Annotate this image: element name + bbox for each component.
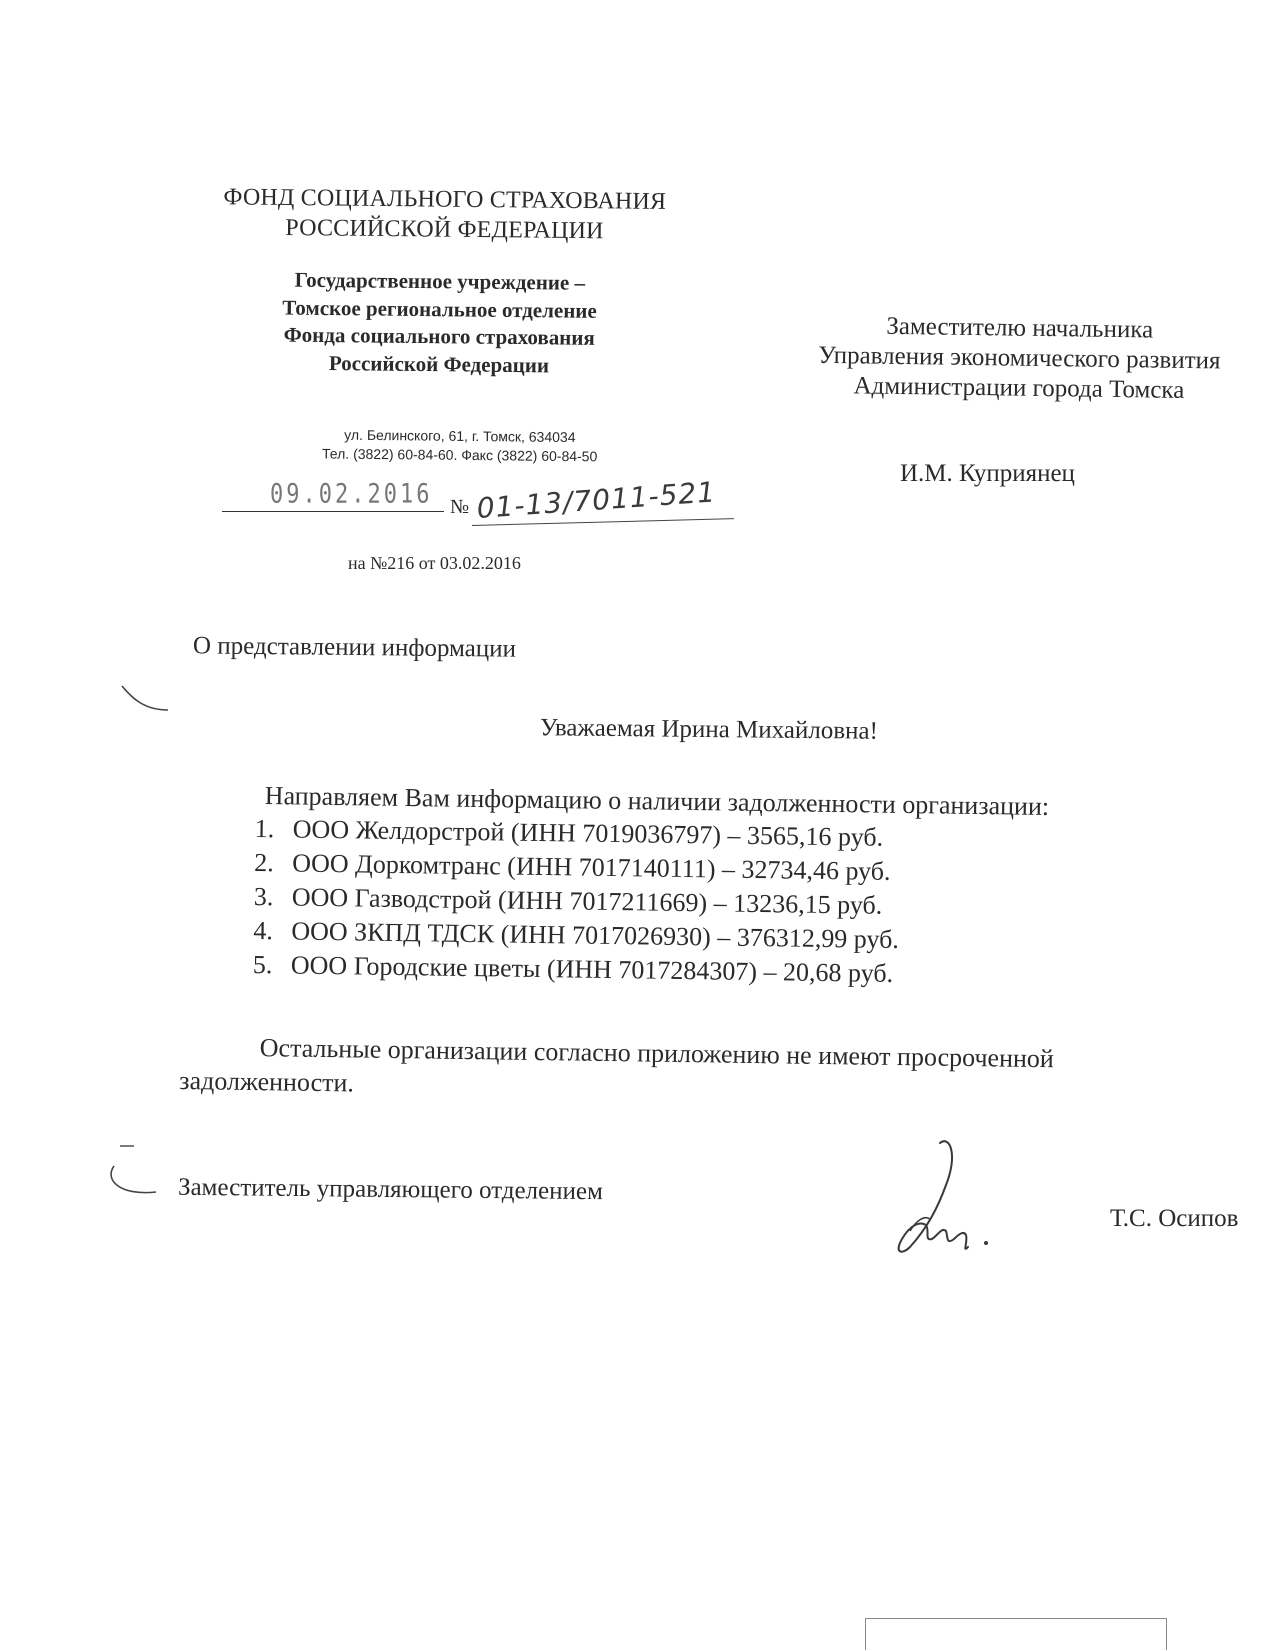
recipient-block (759, 310, 1275, 407)
registration-number: 01-13/7011-521 (475, 475, 718, 525)
number-sign: № (450, 496, 470, 518)
scan-mark-icon (118, 680, 178, 720)
recipient-line: Управления экономического развития (818, 341, 1221, 375)
body-intro: Направляем Вам информацию о наличии задолженности организации: (264, 781, 1050, 821)
list-text: ООО Желдорстрой (ИНН 7019036797) – 3565,16 руб. (292, 814, 884, 852)
reply-reference: на №216 от 03.02.2016 (348, 553, 521, 573)
recipient-line: Администрации города Томска (853, 372, 1185, 404)
sender-institution-line: Фонда социального страхования (283, 322, 595, 350)
sender-institution-line: Российской Федерации (328, 350, 550, 377)
scan-edge-box (865, 1618, 1167, 1650)
signer-name: Т.С. Осипов (1110, 1205, 1239, 1232)
list-text: ООО Городские цветы (ИНН 7017284307) – 20,68 руб. (290, 950, 894, 988)
sender-org-title-line: ФОНД СОЦИАЛЬНОГО СТРАХОВАНИЯ (223, 184, 667, 215)
sender-org-title (194, 182, 695, 247)
list-text: ООО Доркомтранс (ИНН 7017140111) – 32734,46 руб. (292, 848, 891, 886)
list-text: ООО ЗКПД ТДСК (ИНН 7017026930) – 376312,99 руб. (291, 916, 900, 955)
signer-title: Заместитель управляющего отделением (177, 1173, 604, 1206)
list-number: 5. (252, 949, 273, 980)
sender-address-line: ул. Белинского, 61, г. Томск, 634034 (344, 426, 576, 446)
letter-subject: О представлении информации (192, 632, 517, 663)
handwritten-signature (880, 1135, 1010, 1265)
date-underline (222, 511, 444, 512)
list-number: 3. (253, 881, 274, 912)
recipient-name: И.М. Куприянец (900, 460, 1075, 487)
sender-institution-line: Томское региональное отделение (282, 295, 597, 323)
list-number: 4. (253, 915, 274, 946)
greeting: Уважаемая Ирина Михайловна! (539, 714, 879, 745)
registration-date: 09.02.2016 (270, 479, 433, 510)
sender-address (280, 425, 640, 467)
debt-list (253, 812, 901, 991)
list-number: 1. (254, 813, 275, 844)
sender-institution (229, 266, 650, 380)
body-closing: Остальные организации согласно приложению не имеют просроченной задолженности. (179, 1033, 1055, 1098)
sender-institution-line: Государственное учреждение – (294, 267, 586, 295)
recipient-line: Заместителю начальника (886, 312, 1154, 344)
sender-org-title-line: РОССИЙСКОЙ ФЕДЕРАЦИИ (285, 214, 604, 245)
scan-mark-icon (100, 1140, 170, 1210)
sender-address-line: Тел. (3822) 60-84-60. Факс (3822) 60-84-50 (322, 445, 598, 465)
list-text: ООО Газводстрой (ИНН 7017211669) – 13236,15 руб. (291, 882, 883, 920)
list-number: 2. (254, 847, 274, 878)
